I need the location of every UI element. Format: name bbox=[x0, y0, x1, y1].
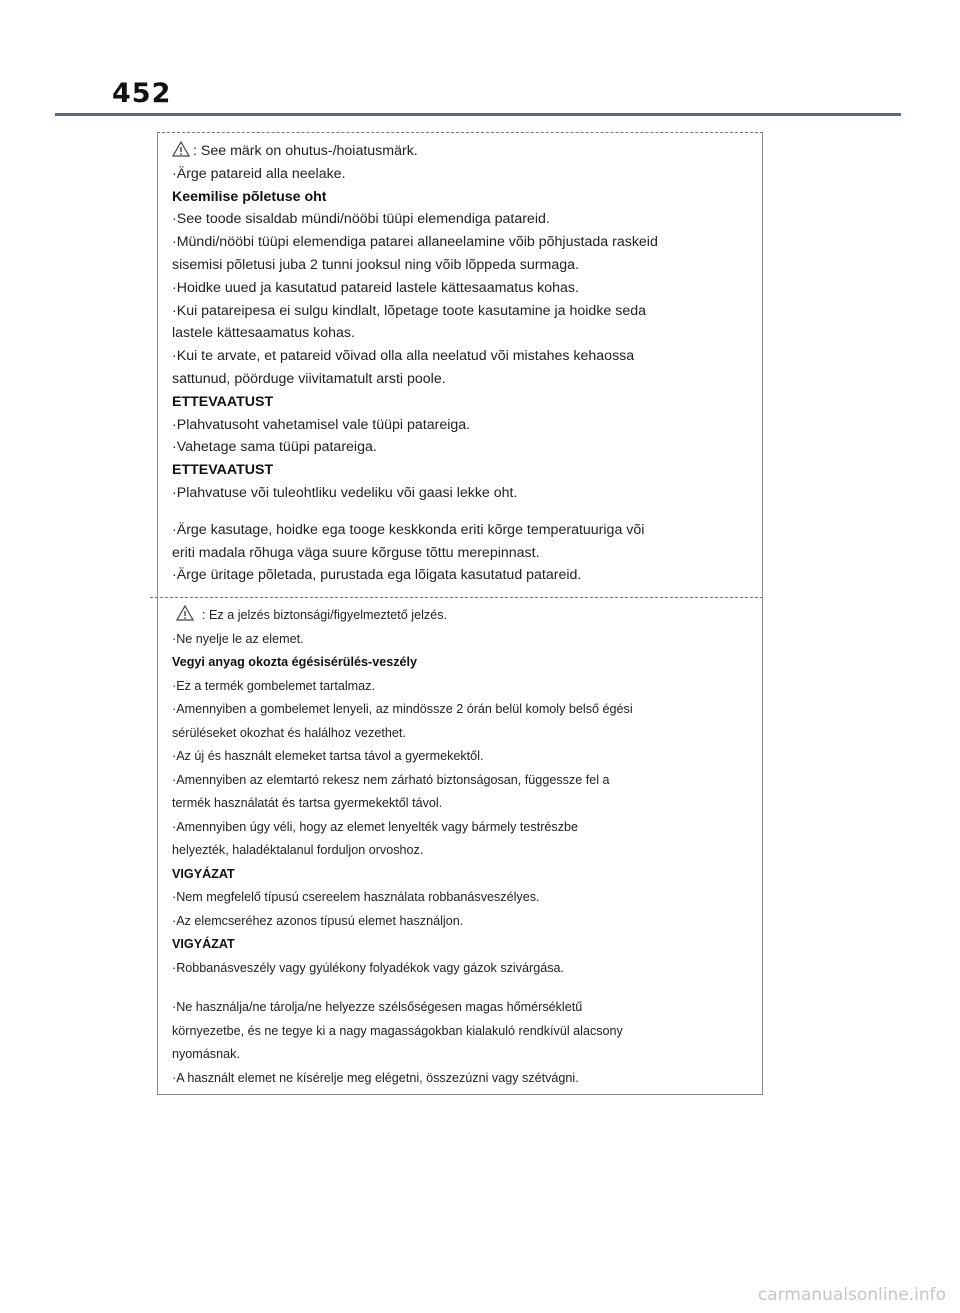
estonian-text-line: eriti madala rõhuga väga suure kõrguse tõttu merepinnast. bbox=[172, 544, 540, 561]
top-dashed-divider bbox=[157, 132, 763, 133]
hungarian-text-line: környezetbe, és ne tegye ki a nagy magasságokban kialakuló rendkívül alacsony bbox=[172, 1023, 623, 1038]
header-rule bbox=[55, 113, 901, 116]
estonian-heading: Keemilise põletuse oht bbox=[172, 188, 327, 205]
estonian-text-line: ·Ärge üritage põletada, purustada ega lõigata kasutatud patareid. bbox=[172, 567, 582, 584]
estonian-heading: ETTEVAATUST bbox=[172, 462, 274, 479]
hungarian-warning-line bbox=[172, 604, 752, 628]
estonian-text-line: ·See toode sisaldab mündi/nööbi tüüpi elemendiga patareid. bbox=[172, 211, 550, 228]
hungarian-heading: VIGYÁZAT bbox=[172, 866, 235, 881]
hungarian-lines bbox=[172, 628, 752, 1091]
estonian-text-line: ·Vahetage sama tüüpi patareiga. bbox=[172, 439, 377, 456]
estonian-text-line: ·Kui te arvate, et patareid võivad olla alla neelatud või mistahes kehaossa bbox=[172, 348, 635, 365]
watermark: carmanualsonline.info bbox=[757, 1285, 946, 1305]
estonian-text-line: ·Plahvatuse või tuleohtliku vedeliku või gaasi lekke oht. bbox=[172, 484, 518, 501]
hungarian-text-line: sérüléseket okozhat és halálhoz vezethet. bbox=[172, 725, 406, 740]
hungarian-text-line: ·Amennyiben a gombelemet lenyeli, az mindössze 2 órán belül komoly belső égési bbox=[172, 702, 633, 716]
hungarian-warning-text: : Ez a jelzés biztonsági/figyelmeztető jelzés. bbox=[202, 608, 447, 622]
hungarian-text-line: ·Ne használja/ne tárolja/ne helyezze szélsőségesen magas hőmérsékletű bbox=[172, 1000, 583, 1014]
estonian-text-line: sattunud, pöörduge viivitamatult arsti poole. bbox=[172, 370, 446, 387]
estonian-warning-line bbox=[172, 140, 752, 163]
hungarian-text-line: helyezték, haladéktalanul forduljon orvoshoz. bbox=[172, 843, 424, 857]
estonian-text-line: ·Plahvatusoht vahetamisel vale tüüpi patareiga. bbox=[172, 416, 471, 433]
hungarian-heading: VIGYÁZAT bbox=[172, 937, 235, 951]
hungarian-text-line: ·Robbanásveszély vagy gyúlékony folyadékok vagy gázok szivárgása. bbox=[172, 960, 565, 975]
hungarian-spacer bbox=[172, 980, 752, 996]
hungarian-text-line: ·Amennyiben úgy véli, hogy az elemet lenyelték vagy bármely testrészbe bbox=[172, 819, 579, 834]
estonian-text-line: ·Mündi/nööbi tüüpi elemendiga patarei allaneelamine võib põhjustada raskeid bbox=[172, 234, 658, 251]
estonian-text-line: ·Ärge kasutage, hoidke ega tooge keskkonda eriti kõrge temperatuuriga või bbox=[172, 521, 645, 538]
warning-triangle-icon bbox=[172, 141, 190, 157]
estonian-section bbox=[172, 140, 752, 587]
warning-triangle-icon bbox=[176, 605, 194, 621]
estonian-text-line: ·Hoidke uued ja kasutatud patareid lastele kättesaamatus kohas. bbox=[172, 279, 579, 296]
page-number: 452 bbox=[112, 78, 172, 109]
hungarian-text-line: ·Ne nyelje le az elemet. bbox=[172, 631, 304, 646]
estonian-text-line: sisemisi põletusi juba 2 tunni jooksul ning võib lõppeda surmaga. bbox=[172, 256, 579, 273]
hungarian-text-line: ·Amennyiben az elemtartó rekesz nem zárható biztonságosan, függessze fel a bbox=[172, 772, 610, 787]
estonian-heading: ETTEVAATUST bbox=[172, 393, 274, 410]
hungarian-text-line: nyomásnak. bbox=[172, 1047, 240, 1061]
estonian-text-line: lastele kättesaamatus kohas. bbox=[172, 325, 355, 342]
section-dashed-divider bbox=[150, 597, 763, 598]
estonian-text-line: ·Ärge patareid alla neelake. bbox=[172, 165, 346, 182]
estonian-warning-text: : See märk on ohutus-/hoiatusmärk. bbox=[193, 143, 418, 159]
hungarian-section bbox=[172, 604, 752, 1090]
hungarian-text-line: ·Az új és használt elemeket tartsa távol a gyermekektől. bbox=[172, 749, 484, 763]
estonian-spacer bbox=[172, 505, 752, 519]
hungarian-heading: Vegyi anyag okozta égésisérülés-veszély bbox=[172, 655, 418, 669]
estonian-lines bbox=[172, 163, 752, 587]
hungarian-text-line: termék használatát és tartsa gyermekektől távol. bbox=[172, 796, 443, 810]
hungarian-text-line: ·Nem megfelelő típusú csereelem használata robbanásveszélyes. bbox=[172, 890, 540, 904]
estonian-text-line: ·Kui patareipesa ei sulgu kindlalt, lõpetage toote kasutamine ja hoidke seda bbox=[172, 302, 647, 319]
hungarian-text-line: ·Az elemcseréhez azonos típusú elemet használjon. bbox=[172, 913, 464, 928]
hungarian-text-line: ·A használt elemet ne kísérelje meg elégetni, összezúzni vagy szétvágni. bbox=[172, 1070, 579, 1085]
hungarian-text-line: ·Ez a termék gombelemet tartalmaz. bbox=[172, 678, 375, 693]
